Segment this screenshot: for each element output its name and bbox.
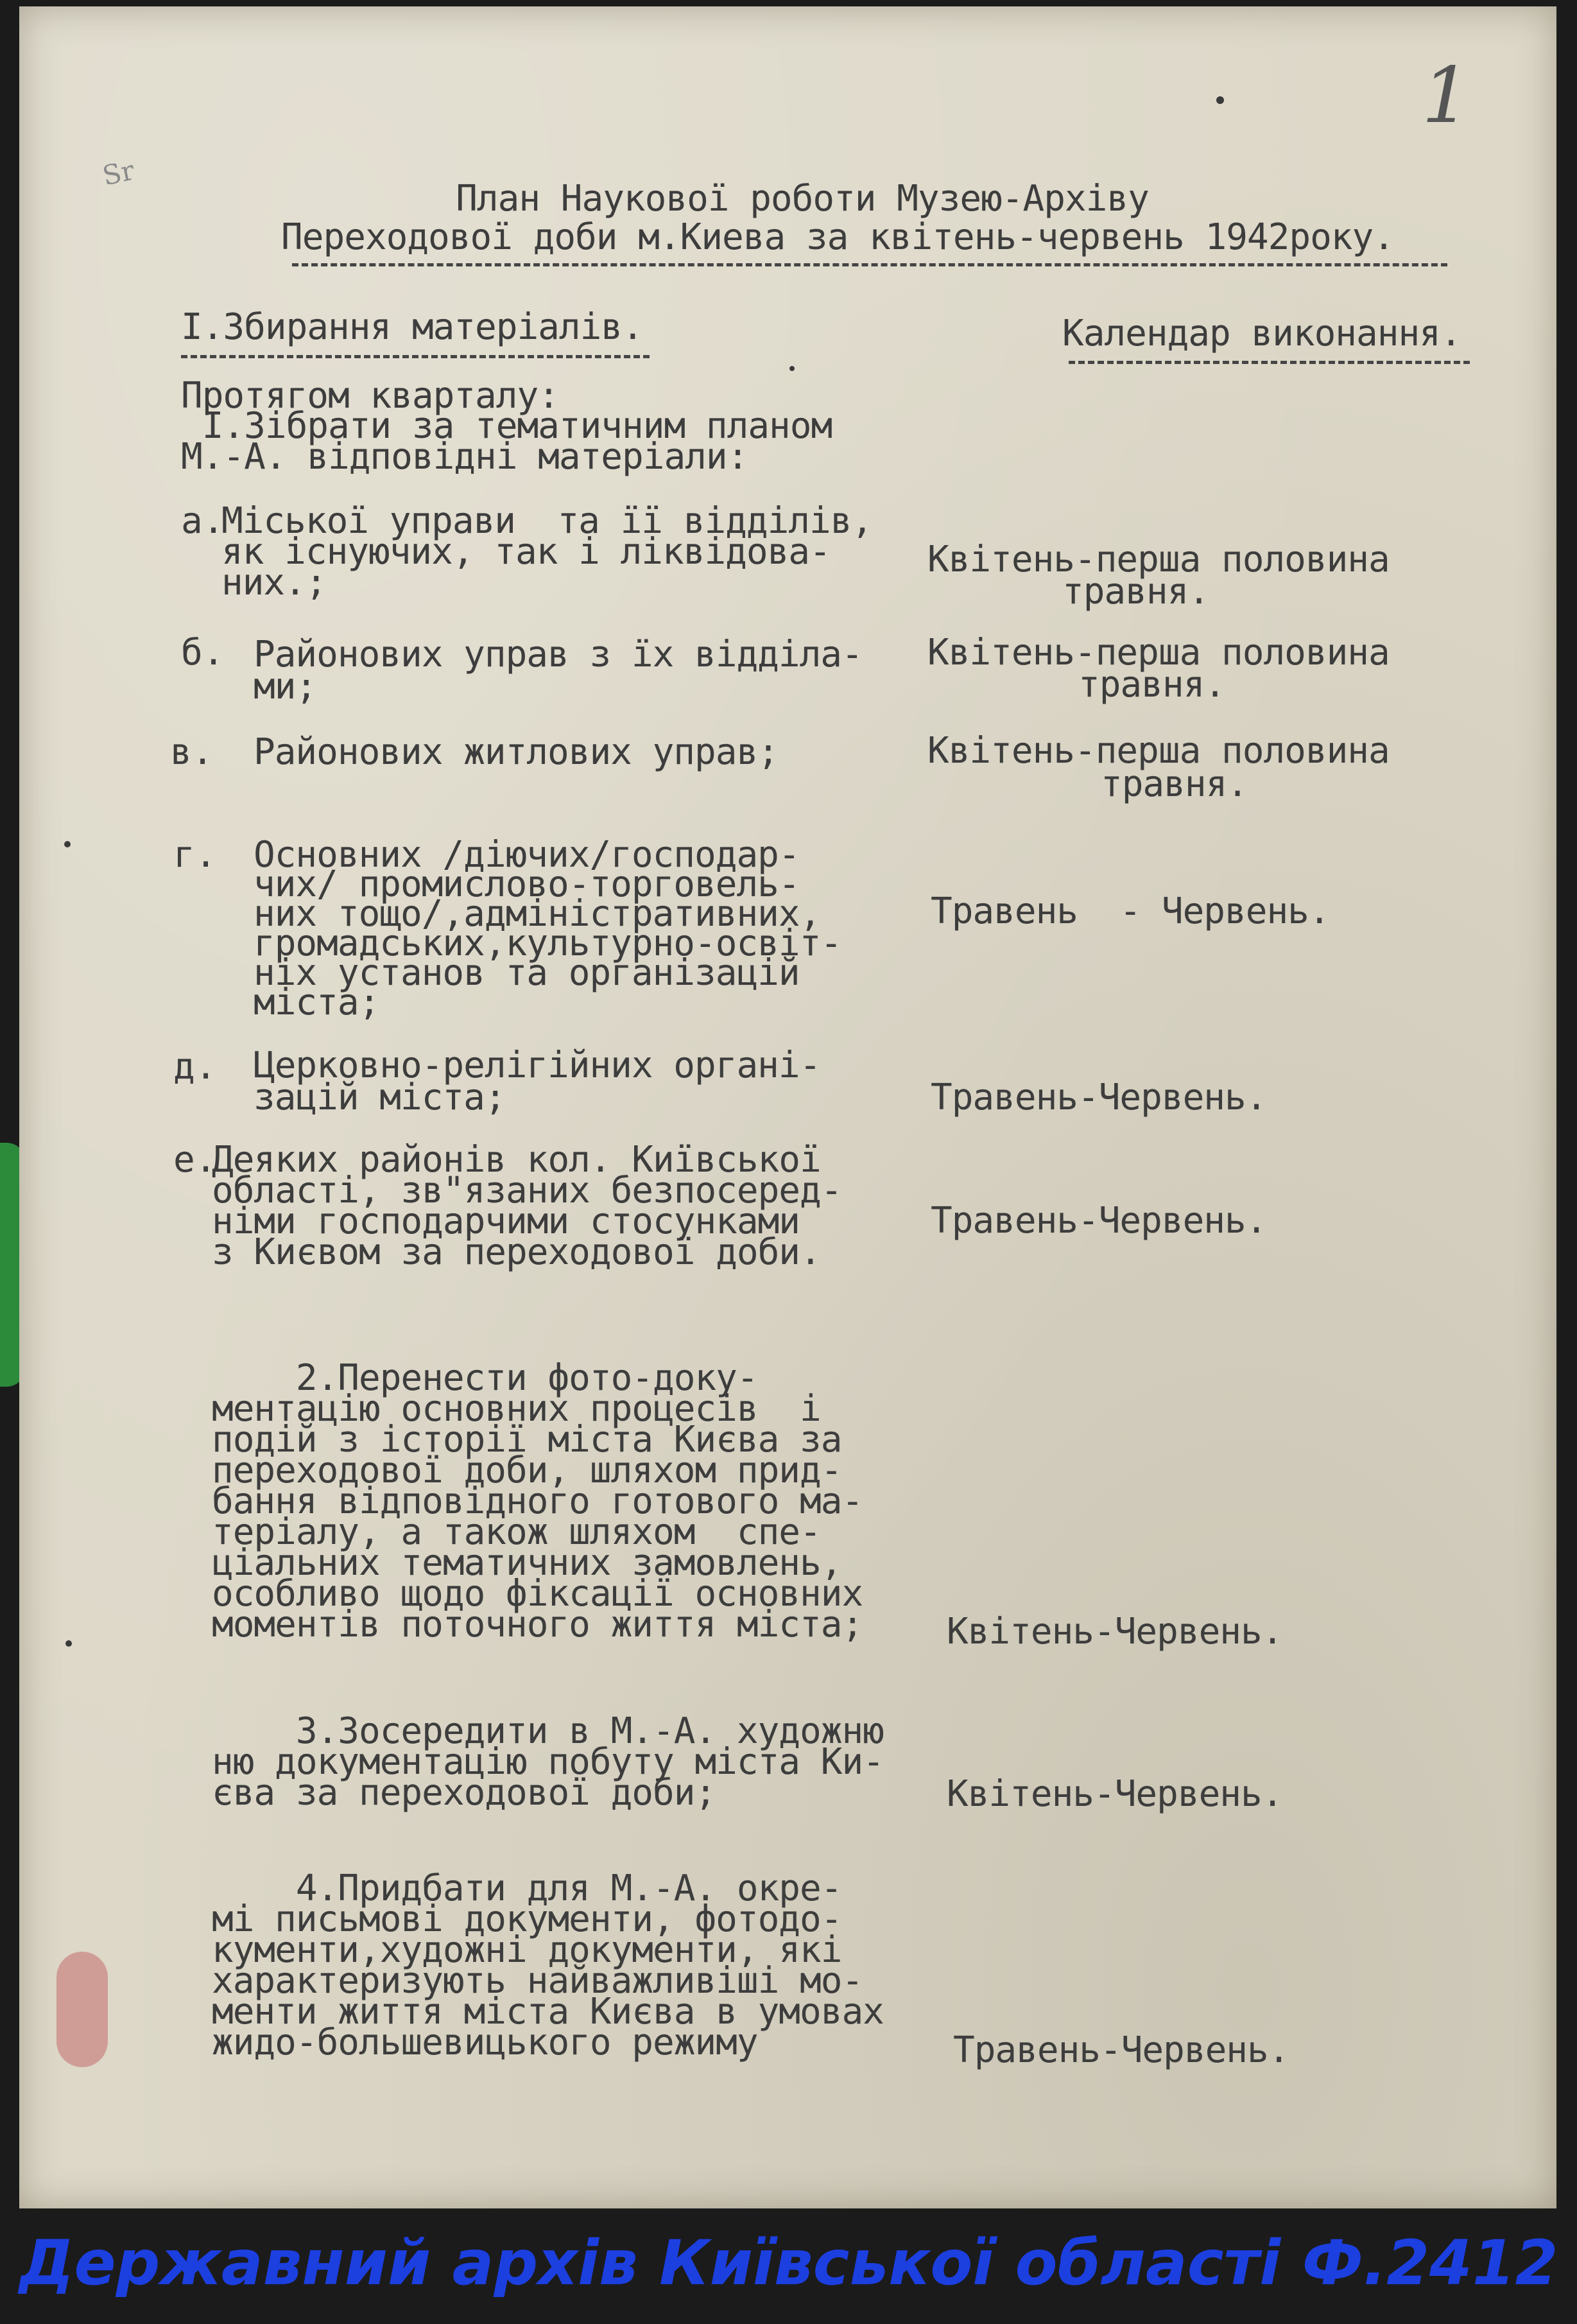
point-text-line: жидо-большевицького режиму: [212, 2022, 758, 2063]
item-text-line: Основних /діючих/господар-: [254, 834, 800, 876]
title-line-2: Переходової доби м.Киева за квітень-червень 1942року.: [281, 216, 1394, 258]
item-text-line: ми;: [254, 666, 317, 707]
point-text-line: менти життя міста Києва в умовах: [212, 1991, 884, 2033]
point-text-line: ню документацію побуту міста Ки-: [212, 1741, 884, 1783]
point-text-line: ціальних тематичних замовлень,: [212, 1542, 842, 1584]
point-text-line: єва за переходової доби;: [212, 1772, 716, 1814]
section-heading: І.Збирання матеріалів.: [181, 306, 643, 348]
point-schedule: Травень-Червень.: [953, 2029, 1289, 2071]
intro-line-2: І.Зібрати за тематичним планом: [181, 405, 832, 447]
item-letter: д.: [173, 1046, 217, 1088]
calendar-heading: Календар виконання.: [1062, 313, 1461, 354]
item-letter: е.: [173, 1139, 217, 1181]
paper-speck: [789, 366, 795, 371]
page-number: 1: [1422, 51, 1471, 141]
paper-stain: [56, 1952, 108, 2067]
item-schedule: Квітень-перша половина: [927, 632, 1390, 673]
item-letter: г.: [173, 834, 217, 876]
item-schedule: Травень-Червень.: [931, 1200, 1267, 1242]
item-text-line: них тощо/,адміністративних,: [254, 893, 821, 935]
point-text-line: моментів поточного життя міста;: [212, 1604, 863, 1645]
item-text-line: міста;: [254, 982, 380, 1023]
item-text-line: як існуючих, так і ліквідова-: [221, 531, 831, 573]
item-text-line: Деяких районів кол. Київської: [212, 1139, 821, 1181]
point-schedule: Квітень-Червень.: [947, 1611, 1283, 1652]
point-text-line: 3.Зосередити в М.-А. художню: [212, 1710, 884, 1752]
item-text-line: зацій міста;: [254, 1077, 506, 1118]
item-text-line: Церковно-релігійних органі-: [254, 1045, 821, 1086]
item-schedule: Квітень-перша половина: [927, 539, 1390, 580]
item-text-line: області, зв"язаних безпосеред-: [212, 1170, 842, 1211]
item-text-line: ніх установ та організацій: [254, 952, 800, 994]
item-letter: в.: [170, 731, 214, 773]
point-text-line: мі письмові документи, фотодо-: [212, 1898, 842, 1940]
point-text-line: теріалу, а також шляхом спе-: [212, 1511, 821, 1553]
item-text-line: Районових управ з їх відділа-: [254, 634, 863, 675]
item-schedule: травня.: [1062, 571, 1210, 612]
point-text-line: переходової доби, шляхом прид-: [212, 1450, 842, 1491]
item-schedule: Квітень-перша половина: [927, 730, 1390, 772]
point-text-line: бання відповідного готового ма-: [212, 1480, 863, 1522]
point-text-line: 4.Придбати для М.-А. окре-: [212, 1868, 842, 1909]
item-text-line: чих/ промислово-торговель-: [254, 863, 800, 905]
item-text-line: громадських,культурно-освіт-: [254, 923, 842, 964]
paper-speck: [65, 1640, 72, 1647]
point-text-line: кументи,художні документи, які: [212, 1929, 842, 1971]
paper-speck: [1216, 96, 1224, 104]
item-letter: б.: [181, 632, 225, 673]
item-text-line: них.;: [221, 562, 327, 603]
item-text-line: з Києвом за переходової доби.: [212, 1231, 821, 1273]
point-text-line: подій з історії міста Києва за: [212, 1419, 842, 1461]
archive-watermark: Державний архів Київської області Ф.2412: [19, 2227, 1558, 2299]
intro-line-3: М.-А. відповідні матеріали:: [181, 436, 748, 478]
calendar-heading-rule: [1069, 361, 1470, 364]
item-letter: а.: [181, 500, 225, 542]
point-text-line: особливо щодо фіксації основних: [212, 1573, 863, 1615]
title-rule: [292, 263, 1447, 266]
title-line-1: План Наукової роботи Музею-Архіву: [456, 178, 1149, 220]
paper-speck: [64, 841, 71, 847]
point-schedule: Квітень-Червень.: [947, 1773, 1283, 1815]
point-text-line: 2.Перенести фото-доку-: [212, 1357, 758, 1399]
item-text-line: Районових житлових управ;: [254, 731, 779, 773]
intro-line-1: Протягом кварталу:: [181, 375, 559, 417]
point-text-line: характеризують найважливіші мо-: [212, 1960, 863, 2002]
item-schedule: Травень - Червень.: [931, 890, 1330, 932]
corner-mark: Sr: [99, 154, 137, 192]
section-heading-rule: [181, 355, 650, 358]
item-schedule: Травень-Червень.: [931, 1077, 1267, 1118]
item-schedule: травня.: [1101, 763, 1248, 805]
item-schedule: травня.: [1078, 664, 1226, 706]
item-text-line: німи господарчими стосунками: [212, 1201, 800, 1242]
point-text-line: ментацію основних процесів і: [212, 1388, 821, 1430]
item-text-line: Міської управи та її відділів,: [221, 500, 873, 542]
